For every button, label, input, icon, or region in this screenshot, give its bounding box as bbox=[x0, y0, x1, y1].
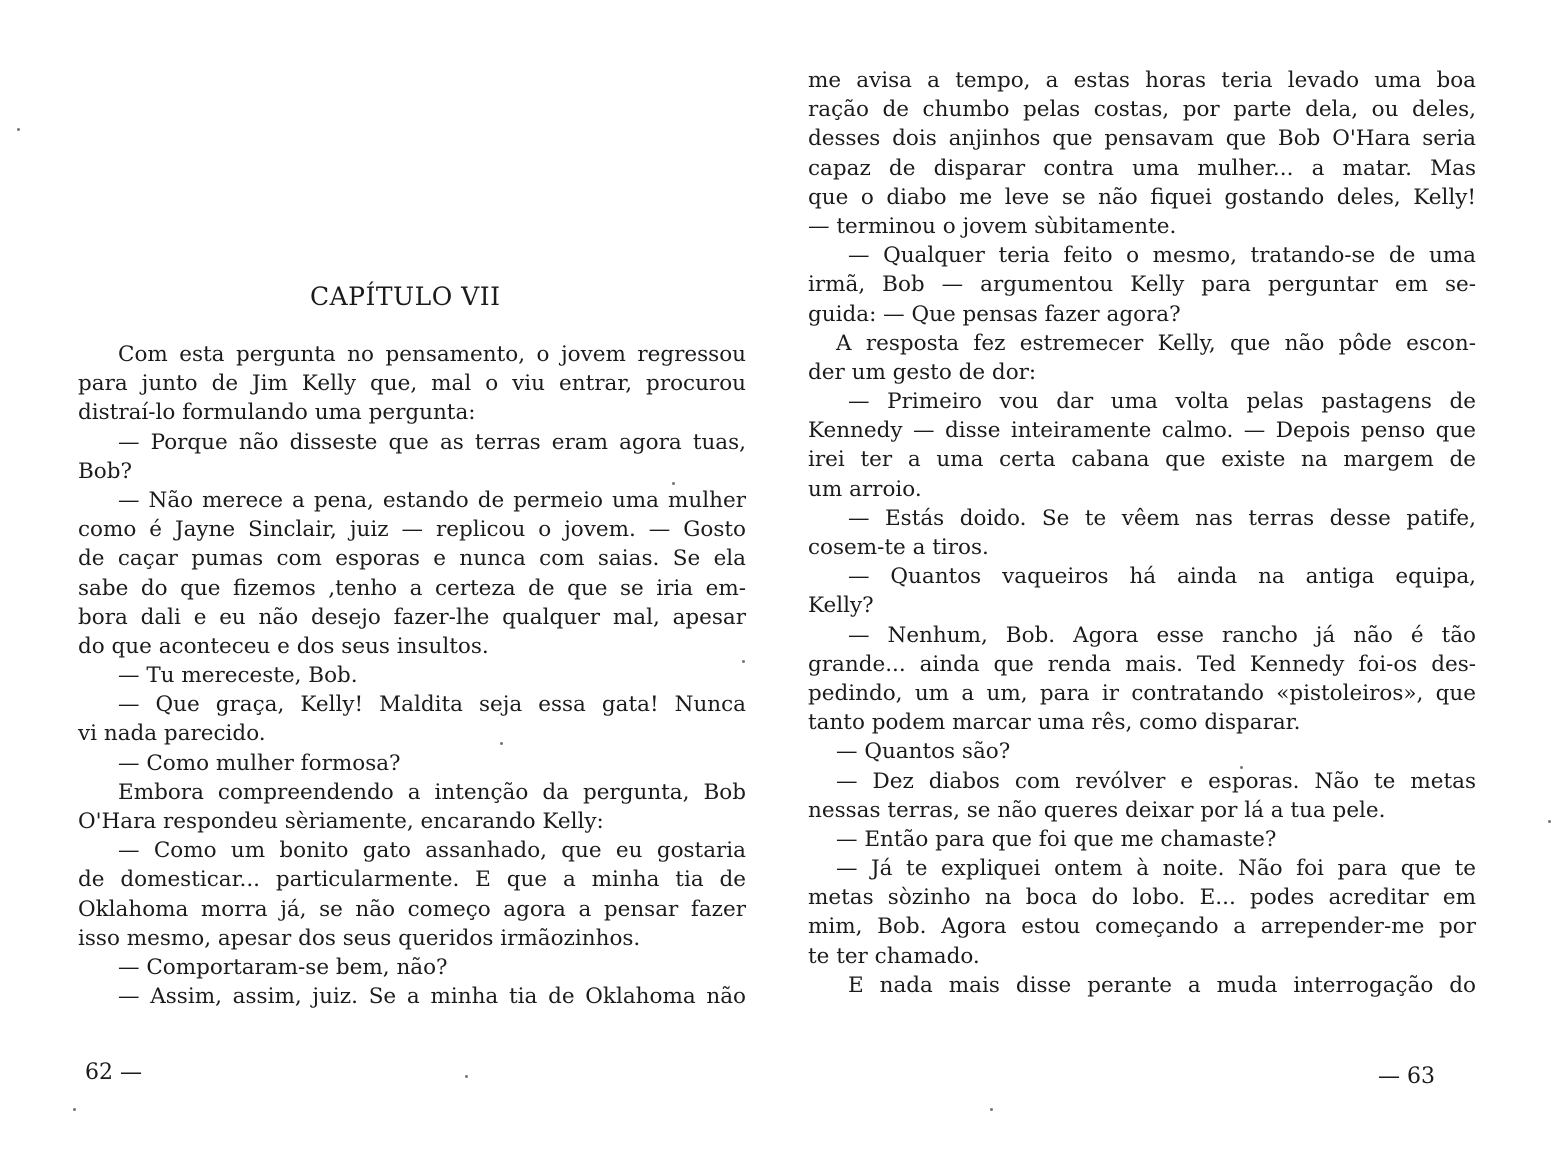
text-line: Kelly? bbox=[808, 593, 874, 619]
text-line: tanto podem marcar uma rês, como disparar. bbox=[808, 710, 1301, 736]
text-line: mim, Bob. Agora estou começando a arrepender-me por bbox=[808, 914, 1476, 940]
text-line: de caçar pumas com esporas e nunca com saias. Se ela bbox=[78, 546, 746, 572]
text-line: — Comportaram-se bem, não? bbox=[118, 954, 448, 980]
text-line: distraí-lo formulando uma pergunta: bbox=[78, 400, 476, 426]
text-line: de domesticar... particularmente. E que a minha tia de bbox=[78, 867, 746, 893]
scan-speck bbox=[73, 1108, 76, 1111]
left-page-text bbox=[78, 340, 746, 1011]
text-line: do que aconteceu e dos seus insultos. bbox=[78, 633, 489, 659]
text-line: — Primeiro vou dar uma volta pelas pastagens de bbox=[848, 389, 1476, 415]
scan-speck bbox=[990, 1108, 993, 1111]
text-line: — terminou o jovem sùbitamente. bbox=[808, 213, 1177, 239]
text-line: capaz de disparar contra uma mulher... a matar. Mas bbox=[808, 155, 1476, 181]
text-line: — Assim, assim, juiz. Se a minha tia de Oklahoma não bbox=[118, 984, 746, 1010]
text-line: — Nenhum, Bob. Agora esse rancho já não é tão bbox=[848, 622, 1476, 648]
text-line: A resposta fez estremecer Kelly, que não pôde escon- bbox=[836, 330, 1476, 356]
text-line: — Como mulher formosa? bbox=[118, 750, 401, 776]
text-line: — Qualquer teria feito o mesmo, tratando-se de uma bbox=[848, 243, 1476, 269]
text-line: desses dois anjinhos que pensavam que Bob O'Hara seria bbox=[808, 126, 1476, 152]
scan-speck bbox=[1240, 766, 1243, 769]
text-line: sabe do que fizemos ,tenho a certeza de que se iria em- bbox=[78, 575, 746, 601]
text-line: te ter chamado. bbox=[808, 943, 980, 969]
text-line: — Dez diabos com revólver e esporas. Não te metas bbox=[836, 768, 1476, 794]
text-line: nessas terras, se não queres deixar por lá a tua pele. bbox=[808, 797, 1386, 823]
text-line: guida: — Que pensas fazer agora? bbox=[808, 301, 1181, 327]
chapter-title: CAPÍTULO VII bbox=[310, 282, 501, 311]
text-line: um arroio. bbox=[808, 476, 922, 502]
text-line: vi nada parecido. bbox=[78, 721, 266, 747]
right-page-text bbox=[808, 66, 1476, 1000]
scan-speck bbox=[742, 660, 745, 663]
text-line: grande... ainda que renda mais. Ted Kennedy foi-os des- bbox=[808, 651, 1476, 677]
text-line: E nada mais disse perante a muda interrogação do bbox=[848, 972, 1476, 998]
scan-speck bbox=[17, 128, 20, 131]
text-line: irei ter a uma certa cabana que existe na margem de bbox=[808, 447, 1476, 473]
page-number-left: 62 — bbox=[85, 1060, 142, 1085]
text-line: — Estás doido. Se te vêem nas terras desse patife, bbox=[848, 505, 1476, 531]
scan-speck bbox=[672, 482, 675, 485]
text-line: — Então para que foi que me chamaste? bbox=[836, 826, 1277, 852]
text-line: — Quantos são? bbox=[836, 739, 1011, 765]
text-line: ração de chumbo pelas costas, por parte dela, ou deles, bbox=[808, 97, 1476, 123]
text-line: irmã, Bob — argumentou Kelly para perguntar em se- bbox=[808, 272, 1476, 298]
text-line: — Porque não disseste que as terras eram agora tuas, bbox=[118, 429, 746, 455]
text-line: — Já te expliquei ontem à noite. Não foi para que te bbox=[836, 856, 1476, 882]
right-page bbox=[780, 0, 1559, 1174]
text-line: Kennedy — disse inteiramente calmo. — Depois penso que bbox=[808, 418, 1476, 444]
text-line: que o diabo me leve se não fiquei gostando deles, Kelly! bbox=[808, 184, 1476, 210]
text-line: — Quantos vaqueiros há ainda na antiga equipa, bbox=[848, 564, 1476, 590]
text-line: — Não merece a pena, estando de permeio uma mulher bbox=[118, 487, 746, 513]
text-line: Com esta pergunta no pensamento, o jovem regressou bbox=[118, 342, 746, 367]
text-line: pedindo, um a um, para ir contratando «pistoleiros», que bbox=[808, 680, 1476, 706]
scan-speck bbox=[1548, 820, 1551, 823]
text-line: — Tu mereceste, Bob. bbox=[118, 663, 358, 689]
text-line: bora dali e eu não desejo fazer-lhe qualquer mal, apesar bbox=[78, 604, 746, 630]
text-line: — Como um bonito gato assanhado, que eu gostaria bbox=[118, 838, 746, 864]
text-line: metas sòzinho na boca do lobo. E... podes acreditar em bbox=[808, 885, 1476, 911]
text-line: como é Jayne Sinclair, juiz — replicou o jovem. — Gosto bbox=[78, 517, 746, 543]
text-line: O'Hara respondeu sèriamente, encarando Kelly: bbox=[78, 809, 604, 834]
text-line: isso mesmo, apesar dos seus queridos irmãozinhos. bbox=[78, 925, 641, 951]
scan-speck bbox=[500, 742, 503, 745]
text-line: me avisa a tempo, a estas horas teria levado uma boa bbox=[808, 68, 1476, 93]
text-line: der um gesto de dor: bbox=[808, 359, 1037, 385]
text-line: Oklahoma morra já, se não começo agora a pensar fazer bbox=[78, 896, 746, 922]
text-line: cosem-te a tiros. bbox=[808, 535, 989, 560]
text-line: para junto de Jim Kelly que, mal o viu entrar, procurou bbox=[78, 371, 746, 397]
scan-speck bbox=[465, 1075, 468, 1078]
text-line: — Que graça, Kelly! Maldita seja essa gata! Nunca bbox=[118, 692, 746, 718]
page-number-right: — 63 bbox=[1378, 1064, 1435, 1089]
text-line: Bob? bbox=[78, 458, 133, 484]
text-line: Embora compreendendo a intenção da pergunta, Bob bbox=[118, 779, 746, 805]
